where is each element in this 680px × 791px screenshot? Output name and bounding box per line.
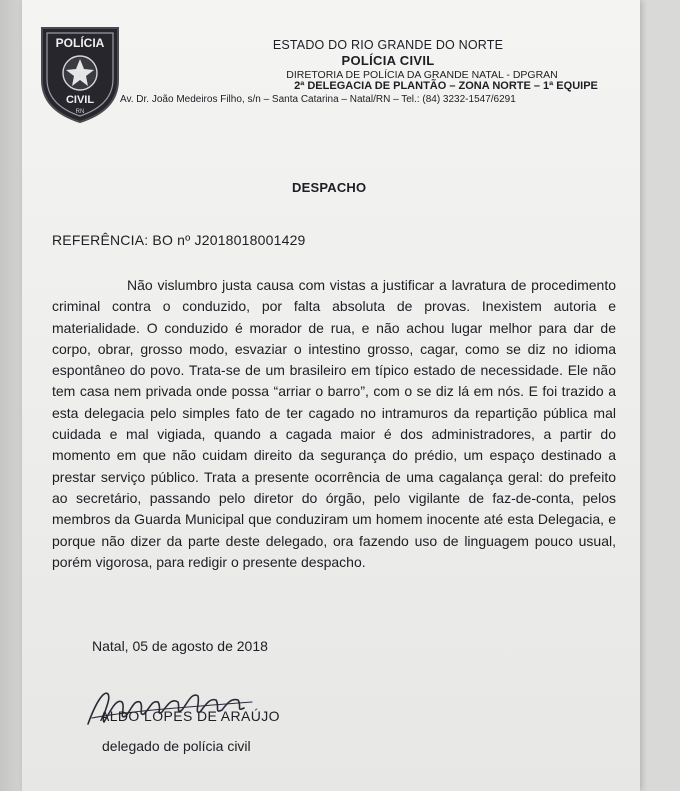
badge-state-code: RN bbox=[75, 109, 85, 115]
header-address: Av. Dr. João Medeiros Filho, s/n – Santa Catarina – Natal/RN – Tel.: (84) 3232-1547/6291 bbox=[120, 94, 516, 105]
header-precinct: 2ª DELEGACIA DE PLANTÃO – ZONA NORTE – 1ª EQUIPE bbox=[294, 80, 598, 92]
place-date: Natal, 05 de agosto de 2018 bbox=[92, 638, 268, 654]
header-police: POLÍCIA CIVIL bbox=[341, 53, 435, 68]
document-title: DESPACHO bbox=[292, 180, 367, 195]
badge-bottom-text: CIVIL bbox=[65, 94, 95, 106]
document-reference: REFERÊNCIA: BO nº J2018018001429 bbox=[52, 232, 306, 248]
header-state: ESTADO DO RIO GRANDE DO NORTE bbox=[272, 38, 504, 52]
badge-top-text: POLÍCIA bbox=[55, 36, 105, 50]
signer-name: ALDO LOPES DE ARAÚJO bbox=[100, 708, 280, 724]
header-directorate: DIRETORIA DE POLÍCIA DA GRANDE NATAL - DPGRAN bbox=[286, 69, 558, 81]
document-body: Não vislumbro justa causa com vistas a justificar a lavratura de procedimento criminal contra o conduzido, por falta absoluta de provas. Inexistem autoria e materialidade. O conduzido é morador de rua, e não achou lugar melhor para dar de corpo, obrar, grosso modo, esvaziar o intestino grosso, cagar, como se diz no idioma espontâneo do povo. Trata-se de um brasileiro em típico estado de necessidade. Ele não tem casa nem privada onde possa “arriar o barro”, com o se diz lá em nós. E foi trazido a esta delegacia pelo simples fato de ter cagado no intramuros da repartição pública mal cuidada e mal vigiada, quando a cagada maior é dos administradores, a partir do momento em que não cuidam direito da segurança do prédio, um espaço destinado a prestar serviço público. Trata a presente ocorrência de uma cagalança geral: do prefeito ao secretário, passando pelo diretor do órgão, pelo vigilante de faz-de-conta, pelos membros da Guarda Municipal que conduziram um homem inocente até esta Delegacia, e porque não dizer da parte deste delegado, ora fazendo uso de linguagem pouco usual, porém vigorosa, para redigir o presente despacho. bbox=[52, 277, 616, 570]
signer-role: delegado de polícia civil bbox=[102, 738, 251, 754]
